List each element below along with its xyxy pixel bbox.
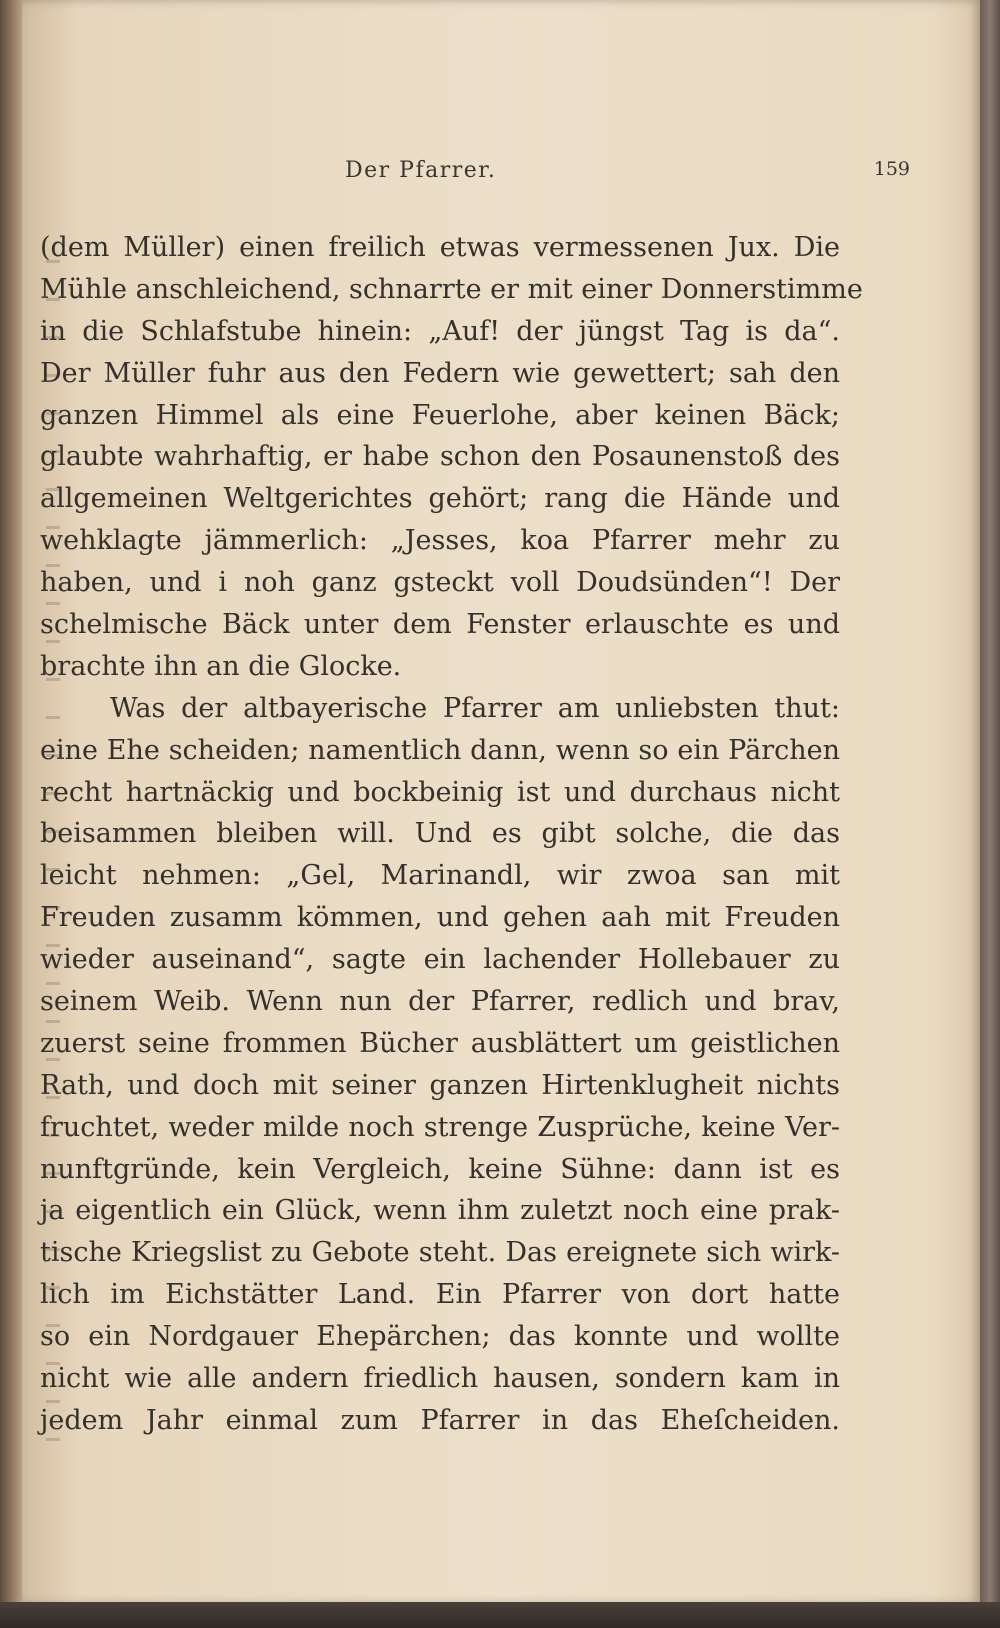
text-line: eine Ehe scheiden; namentlich dann, wenn so ein Pärchen — [40, 734, 840, 766]
text-line: lich im Eichstätter Land. Ein Pfarrer von dort hatte — [40, 1279, 840, 1311]
text-line: brachte ihn an die Glocke. — [40, 650, 402, 682]
text-line: nunftgründe, kein Vergleich, keine Sühne: dann ist es — [40, 1153, 840, 1185]
text-line: wieder auseinand“, sagte ein lachender Hollebauer zu — [40, 944, 840, 976]
text-line: allgemeinen Weltgerichtes gehört; rang die Hände und — [40, 483, 840, 515]
text-line: nicht wie alle andern friedlich hausen, sondern kam in — [40, 1363, 840, 1395]
text-line: schelmische Bäck unter dem Fenster erlauschte es und — [40, 609, 840, 641]
text-line: ganzen Himmel als eine Feuerlohe, aber keinen Bäck; — [40, 399, 840, 431]
running-title: Der Pfarrer. — [345, 158, 497, 183]
text-line: Mühle anschleichend, schnarrte er mit einer Donnerstimme — [40, 273, 863, 305]
text-line: so ein Nordgauer Ehepärchen; das konnte und wollte — [40, 1321, 840, 1353]
text-line: tische Kriegslist zu Gebote steht. Das ereignete sich wirk- — [40, 1237, 840, 1269]
text-line: jedem Jahr einmal zum Pfarrer in das Eheſcheiden. — [40, 1404, 840, 1436]
text-line: in die Schlafstube hinein: „Auf! der jüngst Tag is da“. — [40, 315, 840, 347]
page-edge-right — [980, 0, 1000, 1628]
text-line: ja eigentlich ein Glück, wenn ihm zuletzt noch eine prak- — [40, 1195, 840, 1227]
body-text — [40, 227, 863, 1442]
text-line: Der Müller fuhr aus den Federn wie gewettert; sah den — [40, 357, 840, 389]
text-line: Rath, und doch mit seiner ganzen Hirtenklugheit nichts — [40, 1069, 840, 1101]
text-line: wehklagte jämmerlich: „Jesses, koa Pfarrer mehr zu — [40, 525, 840, 557]
text-line: haben, und i noh ganz gsteckt voll Doudsünden“! Der — [40, 567, 840, 599]
page-number: 159 — [873, 158, 910, 180]
page-edge-bottom — [0, 1602, 1000, 1628]
text-line: (dem Müller) einen freilich etwas vermessenen Jux. Die — [40, 232, 840, 263]
text-line: seinem Weib. Wenn nun der Pfarrer, redlich und brav, — [40, 986, 840, 1018]
text-line: leicht nehmen: „Gel, Marinandl, wir zwoa san mit — [40, 860, 840, 892]
page-header — [345, 158, 910, 188]
text-line: Freuden zusamm kömmen, und gehen aah mit Freuden — [40, 902, 840, 934]
text-line: beisammen bleiben will. Und es gibt solche, die das — [40, 818, 840, 850]
text-line: fruchtet, weder milde noch strenge Zusprüche, keine Ver- — [40, 1111, 840, 1143]
text-line: zuerst seine frommen Bücher ausblättert um geistlichen — [40, 1027, 840, 1059]
paragraph-start-line: Was der altbayerische Pfarrer am unliebsten thut: — [110, 692, 840, 724]
text-line: recht hartnäckig und bockbeinig ist und durchaus nicht — [40, 776, 840, 808]
text-line: glaubte wahrhaftig, er habe schon den Posaunenstoß des — [40, 441, 840, 473]
